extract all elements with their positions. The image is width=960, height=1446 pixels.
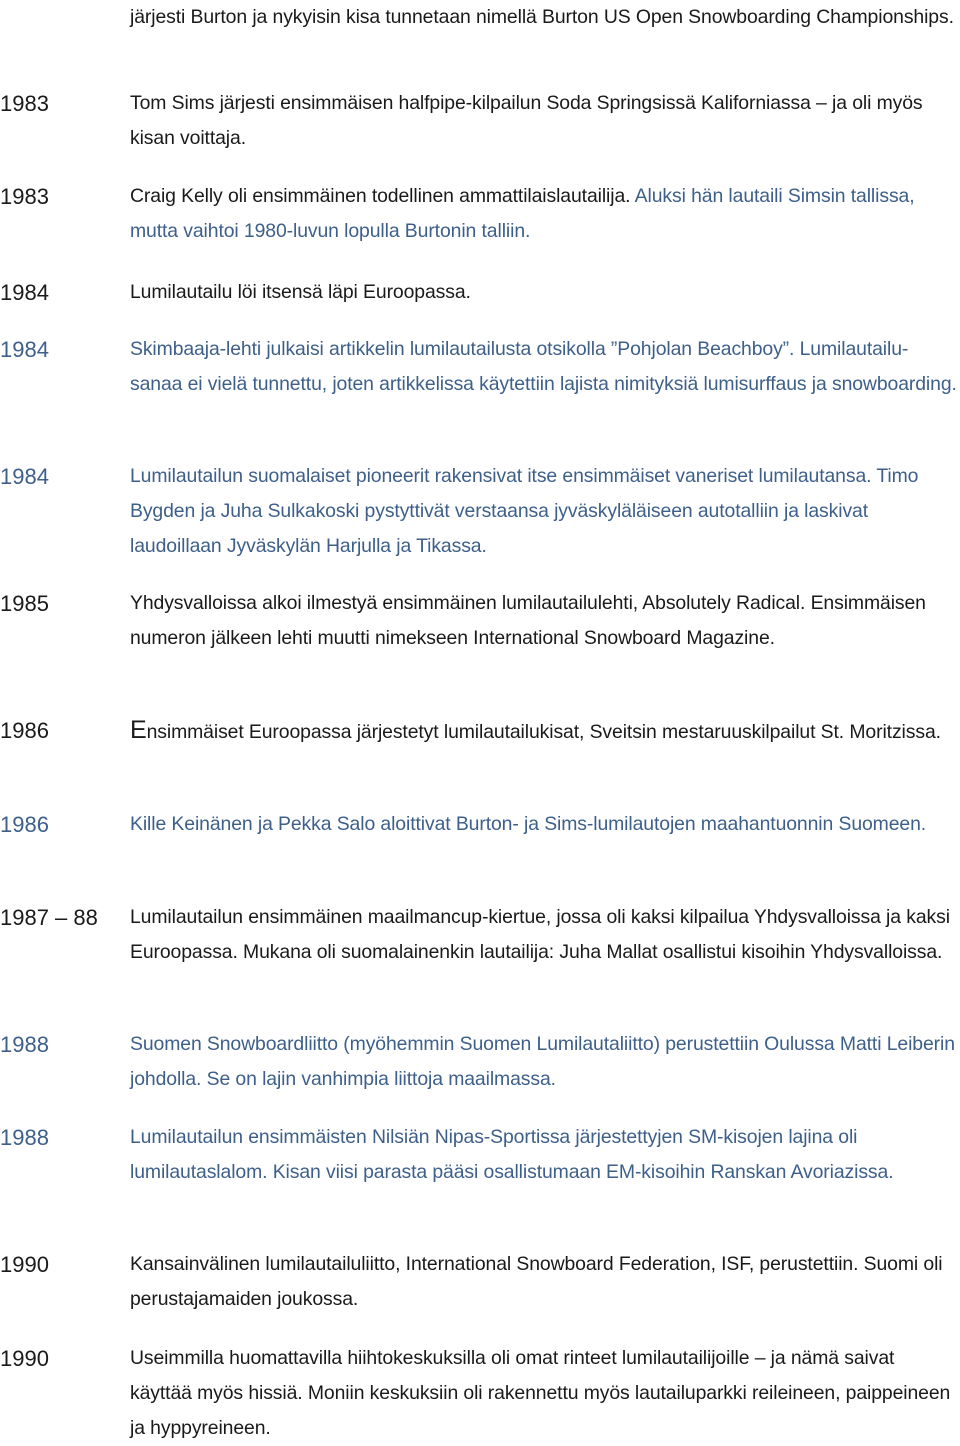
entry-year: 1988 <box>0 1032 49 1057</box>
entry-text: Ensimmäiset Euroopassa järjestetyt lumilautailukisat, Sveitsin mestaruuskilpailut St. Moritzissa. <box>130 716 941 744</box>
entry-year: 1983 <box>0 91 49 116</box>
entry-text: Kille Keinänen ja Pekka Salo aloittivat Burton- ja Sims-lumilautojen maahantuonnin Suomeen. <box>130 813 927 835</box>
entry-year: 1984 <box>0 280 49 305</box>
entry-text: Skimbaaja-lehti julkaisi artikkelin lumilautailusta otsikolla ”Pohjolan Beachboy”. Lumilautailu-sanaa ei vielä tunnettu, joten artikkelissa käytettiin lajista nimityksiä lumisurffaus ja snowboarding. <box>130 338 957 395</box>
entry-year: 1986 <box>0 812 49 837</box>
entry-year: 1990 <box>0 1346 49 1371</box>
entry-text: Lumilautailun ensimmäinen maailmancup-kiertue, jossa oli kaksi kilpailua Yhdysvalloissa ja kaksi Euroopassa. Mukana oli suomalainenkin lautailija: Juha Mallat osallistui kisoihin Yhdysvalloissa. <box>130 906 950 963</box>
entry-year: 1984 <box>0 337 49 362</box>
entry-year: 1986 <box>0 718 49 743</box>
entry-text: Suomen Snowboardliitto (myöhemmin Suomen Lumilautaliitto) perustettiin Oulussa Matti Leiberin johdolla. Se on lajin vanhimpia liittoja maailmassa. <box>130 1033 955 1090</box>
entry-year: 1987 – 88 <box>0 905 98 930</box>
entry-text: Useimmilla huomattavilla hiihtokeskuksilla oli omat rinteet lumilautailijoille – ja nämä saivat käyttää myös hissiä. Moniin keskuksiin oli rakennettu myös lautailuparkki reileineen, paippeineen ja hyppyreineen. <box>130 1347 951 1439</box>
entry-text: Kansainvälinen lumilautailuliitto, International Snowboard Federation, ISF, perustettiin. Suomi oli perustajamaiden joukossa. <box>130 1253 943 1310</box>
entry-text: Lumilautailu löi itsensä läpi Euroopassa. <box>130 281 471 303</box>
entry-text: Lumilautailun ensimmäisten Nilsiän Nipas-Sportissa järjestettyjen SM-kisojen lajina oli lumilautaslalom. Kisan viisi parasta pääsi osallistumaan EM-kisoihin Ranskan Avoriazissa. <box>130 1126 894 1183</box>
entry-year: 1988 <box>0 1125 49 1150</box>
entry-text: Yhdysvalloissa alkoi ilmestyä ensimmäinen lumilautailulehti, Absolutely Radical. Ensimmäisen numeron jälkeen lehti muutti nimekseen International Snowboard Magazine. <box>130 592 926 649</box>
entry-year: 1990 <box>0 1252 49 1277</box>
entry-year: 1984 <box>0 464 49 489</box>
entry-text: järjesti Burton ja nykyisin kisa tunnetaan nimellä Burton US Open Snowboarding Championships. <box>130 6 954 28</box>
entry-year: 1983 <box>0 184 49 209</box>
entry-text: Lumilautailun suomalaiset pioneerit rakensivat itse ensimmäiset vaneriset lumilautansa. Timo Bygden ja Juha Sulkakoski pystyttivät verstaansa jyväskyläläiseen autotalliin ja laskivat laudoillaan Jyväskylän Harjulla ja Tikassa. <box>130 465 919 557</box>
entry-text: Craig Kelly oli ensimmäinen todellinen ammattilaislautailija. Aluksi hän lautaili Simsin tallissa, mutta vaihtoi 1980-luvun lopulla Burtonin talliin. <box>130 185 915 242</box>
entry-text: Tom Sims järjesti ensimmäisen halfpipe-kilpailun Soda Springsissä Kaliforniassa – ja oli myös kisan voittaja. <box>130 92 923 149</box>
entry-year: 1985 <box>0 591 49 616</box>
